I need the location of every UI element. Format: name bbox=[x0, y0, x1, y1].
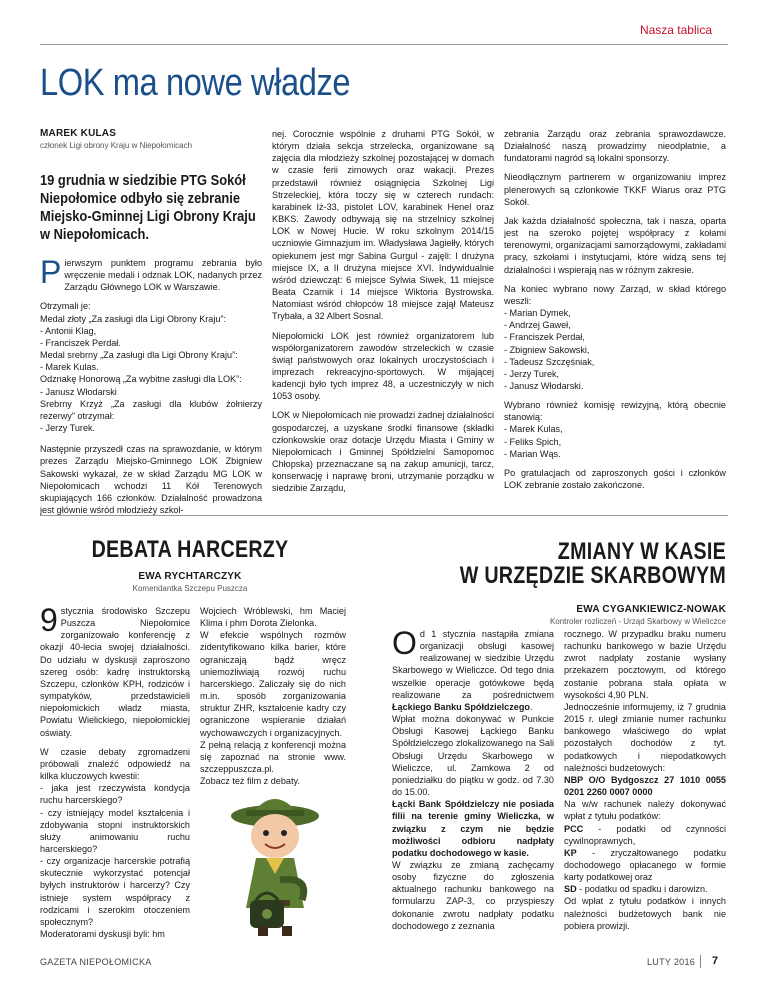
author-name: EWA CYGANKIEWICZ-NOWAK bbox=[576, 604, 726, 615]
article2-header bbox=[40, 538, 340, 593]
page-number: 7 bbox=[712, 955, 719, 967]
paragraph: Na w/w rachunek należy dokonywać wpłat z tytułu podatków: bbox=[564, 799, 726, 822]
paragraph: zebrania Zarządu oraz zebrania sprawozdawcze. Działalność naszą prowadzimy nieodpłatnie, a fundatorami nagród są lokalni sponsorzy. bbox=[504, 129, 726, 164]
board-list bbox=[504, 307, 726, 392]
magazine-name: GAZETA NIEPOŁOMICKA bbox=[40, 957, 152, 967]
paragraph: Po gratulacjach od zaproszonych gości i członków LOK zebranie zostało zakończone. bbox=[504, 467, 726, 491]
board-member: - Marian Dymek, bbox=[504, 308, 571, 319]
article3-column-2 bbox=[564, 628, 726, 939]
list-item: Medal złoty „Za zasługi dla Ligi Obrony Kraju”: bbox=[40, 313, 226, 324]
board-member: - Franciszek Perdał, bbox=[504, 332, 585, 343]
punctuation: . bbox=[529, 701, 533, 712]
list-item: - Jerzy Turek. bbox=[40, 423, 96, 434]
section-label: Nasza tablica bbox=[639, 23, 712, 37]
author-role: Komendantka Szczepu Puszcza bbox=[132, 584, 248, 593]
questions-list bbox=[40, 746, 190, 941]
list-item: - Marek Kulas. bbox=[40, 362, 99, 373]
tax-code: SD bbox=[564, 884, 577, 895]
paragraph: Nieodłącznym partnerem w organizowaniu imprez plenerowych są członkowie TKKF Wiarus oraz PTG Sokół. bbox=[504, 172, 726, 207]
paragraph: Od wpłat z tytułu podatków i innych należności budżetowych bank nie pobiera prowizji. bbox=[564, 896, 726, 931]
paragraph: Na koniec wybrano nowy Zarząd, w skład którego weszli: bbox=[504, 283, 726, 306]
article2-column-1 bbox=[40, 602, 190, 940]
footer-divider bbox=[700, 955, 701, 968]
header-rule bbox=[40, 44, 728, 45]
article-title: LOK ma nowe władze bbox=[40, 62, 351, 104]
paragraph: nej. Corocznie wspólnie z druhami PTG Sokół, w którym działa sekcja strzelecka, organizowane są zajęcia dla młodzieży szkolnej pozostającej w domach w czasie ferii zimowych oraz wakacji. Prezes przedstawił również osiągnięcia Szkolnej Ligi Strzeleckiej, która toczy się w czterech rundach: karabinek Iż-33, pistolet LOV, karabinek Henel oraz KBKS. Zawody odbywają się na strzelnicy szkolnej LOK w Nowej Hucie. W roku szkolnym 2014/15 uczniowie Gimnazjum im. Władysława Jagiełły, których opiekunem jest mgr Sabina Gurgul - zajęli: I drużyna miejsce IX, a II drużyna miejsce XVI. Indywidualnie wśród dziewcząt: 6 miejsce Sylwia Siwek, 11 miejsce Beata Czarnik i 14 miejsce Wiktoria Bystrowska. Natomiast wśród chłopców 18 miejsce zajął Mateusz Trybała, a 32 Albert Sosnal. bbox=[272, 129, 494, 322]
commission-list bbox=[504, 423, 726, 459]
author-role: członek Ligi obrony Kraju w Niepołomicach bbox=[40, 141, 193, 150]
paragraph: rocznego. W przypadku braku numeru rachunku bankowego w bazie Urzędu zwrot nadpłaty zostanie wysłany przekazem pocztowym, od którego zostanie pobrana stała opłata w wysokości 4,90 PLN. bbox=[564, 629, 726, 700]
paragraph: Wojciech Wróblewski, hm Maciej Klima i phm Dorota Zielonka. bbox=[200, 606, 346, 629]
article3-title-line-2: W URZĘDZIE SKARBOWYM bbox=[459, 562, 726, 589]
list-item: - Antonii Klag, bbox=[40, 325, 97, 336]
board-member: - Tadeusz Szczęśniak, bbox=[504, 356, 595, 367]
article1-column-1 bbox=[40, 254, 262, 523]
paragraph: Następnie przyszedł czas na sprawozdanie, w którym prezes Zarządu Miejsko-Gminnego LOK Zbigniew Sakowski wykazał, że w skład Zarządu MG LOK w Niepołomicach wchodzi 11 Kół Terenowych skupiających 166 członków. Działalność prowadzona jest głównie wśród młodzieży szkol- bbox=[40, 444, 262, 515]
article3-title-line-1: ZMIANY W KASIE bbox=[557, 538, 726, 565]
dropcap: 9 bbox=[40, 602, 58, 638]
article1-lead: 19 grudnia w siedzibie PTG Sokół Niepołomice odbyło się zebranie Miejsko-Gminnej Ligi Obrony Kraju w Niepołomicach. bbox=[40, 172, 256, 243]
paragraph: ierwszym punktem programu zebrania było wręczenie medali i odznak LOK, nadanych przez Zarządu Głównego LOK w Warszawie. bbox=[64, 258, 262, 293]
article2-title: DEBATA HARCERZY bbox=[91, 536, 289, 563]
commission-member: - Feliks Spich, bbox=[504, 436, 562, 447]
paragraph: W efekcie wspólnych rozmów zidentyfikowano kilka barier, które ograniczają bądź wręcz uniemożliwiają rozwój ruchu harcerskiego. Zaliczały się do nich m.in. sposób zorganizowania struktur ZHR, kształcenie kadry czy ograniczone wspieranie działań wychowawczych i organizacyjnych. bbox=[200, 630, 346, 738]
article3-header bbox=[392, 540, 726, 626]
tax-code: KP bbox=[564, 847, 577, 858]
list-item: Medal srebrny „Za zasługi dla Ligi Obrony Kraju”: bbox=[40, 350, 238, 361]
dropcap: O bbox=[392, 625, 417, 661]
article1-byline bbox=[40, 128, 240, 150]
paragraph: Wybrano również komisję rewizyjną, którą obecnie stanowią: bbox=[504, 400, 726, 423]
awards-list bbox=[40, 300, 262, 434]
bank-account-number: NBP O/O Bydgoszcz 27 1010 0055 0201 2260 0007 0000 bbox=[564, 774, 726, 798]
paragraph: d 1 stycznia nastąpiła zmiana organizacji obsługi kasowej realizowanej w siedzibie Urzędu Skarbowego w Wieliczce. Od tego dnia wszelkie operacje gotówkowe będą realizowane za pośrednictwem bbox=[392, 629, 554, 700]
paragraph: stycznia środowisko Szczepu Puszcza Niepołomice zorganizowało konferencję z okazji 40-lecia swojej działalności. Do udziału w dyskusji zaproszono szereg osób: kadrę instruktorską Szczepu, członków KPH, rodziców i sympatyków, przedstawicieli niepołomickich władz miasta, Powiatu Wielickiego, niepołomickiej oświaty. bbox=[40, 606, 190, 738]
paragraph: Niepołomicki LOK jest również organizatorem lub współorganizatorem zawodów strzeleckich w czasie świąt państwowych oraz lokalnych uroczystościach i imprezach rekreacyjno-sportowych. W mijającej kadencji było tych imprez 48, a uczestniczyły w nich 1053 osoby. bbox=[272, 330, 494, 402]
list-item: Otrzymali je: bbox=[40, 301, 91, 312]
article2-column-2 bbox=[200, 605, 346, 794]
notice-bold: Łącki Bank Spółdzielczy nie posiada filii na terenie gminy Wieliczka, w związku z czym nie będzie możliwości odbioru nadpłaty podatku dochodowego w kasie. bbox=[392, 799, 554, 858]
paragraph: Wpłat można dokonywać w Punkcie Obsługi Kasowej Łąckiego Banku Spółdzielczego zlokalizowanego na Sali Obsługi Urzędu Skarbowego w Wieliczce, ul. Zamkowa 2 od poniedziałku do piątku w godz. od 7.30 do 15.00. bbox=[392, 714, 554, 798]
article3-column-1 bbox=[392, 625, 554, 939]
list-item: Moderatorami dyskusji byli: hm bbox=[40, 929, 165, 940]
paragraph: Z pełną relacją z konferencji można się zapoznać na stronie www. szczeppuszcza.pl. bbox=[200, 739, 346, 775]
article1-column-2 bbox=[272, 128, 494, 502]
list-item: - Franciszek Perdał. bbox=[40, 337, 121, 348]
tax-description: - zryczałtowanego podatku dochodowego opłacanego w formie karty podatkowej oraz bbox=[564, 847, 726, 883]
paragraph: Jak każda działalność społeczna, tak i nasza, oparta jest na szeroko pojętej współpracy z kołami terenowymi, organizacjami samorządowymi, zakładami pracy, szkołami i instytucjami, które widzą sens tej działalności i wspierają nas w różnym zakresie. bbox=[504, 215, 726, 275]
board-member: - Zbigniew Sakowski, bbox=[504, 344, 590, 355]
author-role: Kontroler rozliczeń - Urząd Skarbowy w Wieliczce bbox=[549, 617, 726, 626]
board-member: - Jerzy Turek, bbox=[504, 368, 560, 379]
tax-description: - podatki od czynności cywilnoprawnych, bbox=[564, 823, 726, 846]
paragraph: Jednocześnie informujemy, iż 7 grudnia 2015 r. uległ zmianie numer rachunku bankowego właściwego do wpłat pozostałych dochodów z tyt. podatkowych i niepodatkowych należności budżetowych: bbox=[564, 701, 726, 773]
paragraph: Zobacz też film z debaty. bbox=[200, 776, 300, 787]
paragraph: W związku ze zmianą zachęcamy osoby fizyczne do zgłoszenia aktualnego rachunku bankowego na formularzu ZAP-3, co przyspieszy dokonanie zwrotu nadpłaty podatku dochodowego z zeznania bbox=[392, 859, 554, 931]
board-member: - Andrzej Gaweł, bbox=[504, 320, 571, 331]
list-item: W czasie debaty zgromadzeni próbowali znaleźć odpowiedź na kilka kluczowych kwestii: bbox=[40, 746, 190, 782]
list-item: - czy istniejący model kształcenia i zdobywania stopni instruktorskich służy animowaniu ruchu harcerskiego? bbox=[40, 807, 190, 854]
author-name: MAREK KULAS bbox=[40, 128, 117, 139]
list-item: - jaka jest rzeczywista kondycja ruchu harcerskiego? bbox=[40, 783, 190, 806]
tax-code: PCC bbox=[564, 823, 584, 834]
dropcap: P bbox=[40, 254, 62, 290]
tax-description: - podatku od spadku i darowizn. bbox=[576, 884, 708, 895]
issue-date: LUTY 2016 bbox=[647, 957, 696, 967]
author-name: EWA RYCHTARCZYK bbox=[138, 571, 242, 582]
list-item: - czy organizacje harcerskie potrafią skutecznie wykorzystać potencjał byłych instruktorów i harcerzy? Czy istnieje system współpracy z rodzicami i szerokim otoczeniem społecznym? bbox=[40, 856, 190, 927]
bank-name: Łąckiego Banku Spółdzielczego bbox=[392, 701, 530, 712]
list-item: Odznakę Honorową „Za wybitne zasługi dla LOK”: bbox=[40, 374, 242, 385]
commission-member: - Marek Kulas, bbox=[504, 424, 563, 435]
commission-member: - Marian Wąs. bbox=[504, 448, 561, 459]
article1-column-3 bbox=[504, 128, 726, 498]
section-divider bbox=[40, 515, 728, 516]
paragraph: LOK w Niepołomicach nie prowadzi żadnej działalności gospodarczej, a uzyskane środki finansowe (składki członkowskie oraz dotacje Urzędu Miasta i Gminy w Niepołomicach i Gminnej Spółdzielni Samopomoc Chłopska) przeznaczane są na zakup amunicji, tarcz, konserwację i naprawę broni, utrzymanie porządku w siedzibie Zarządu, bbox=[272, 410, 494, 494]
list-item: - Janusz Włodarski bbox=[40, 386, 117, 397]
board-member: - Janusz Włodarski. bbox=[504, 380, 584, 391]
list-item: Srebrny Krzyż „Za zasługi dla klubów żołnierzy rezerwy” otrzymał: bbox=[40, 398, 262, 421]
scout-mascot-illustration bbox=[220, 788, 330, 938]
